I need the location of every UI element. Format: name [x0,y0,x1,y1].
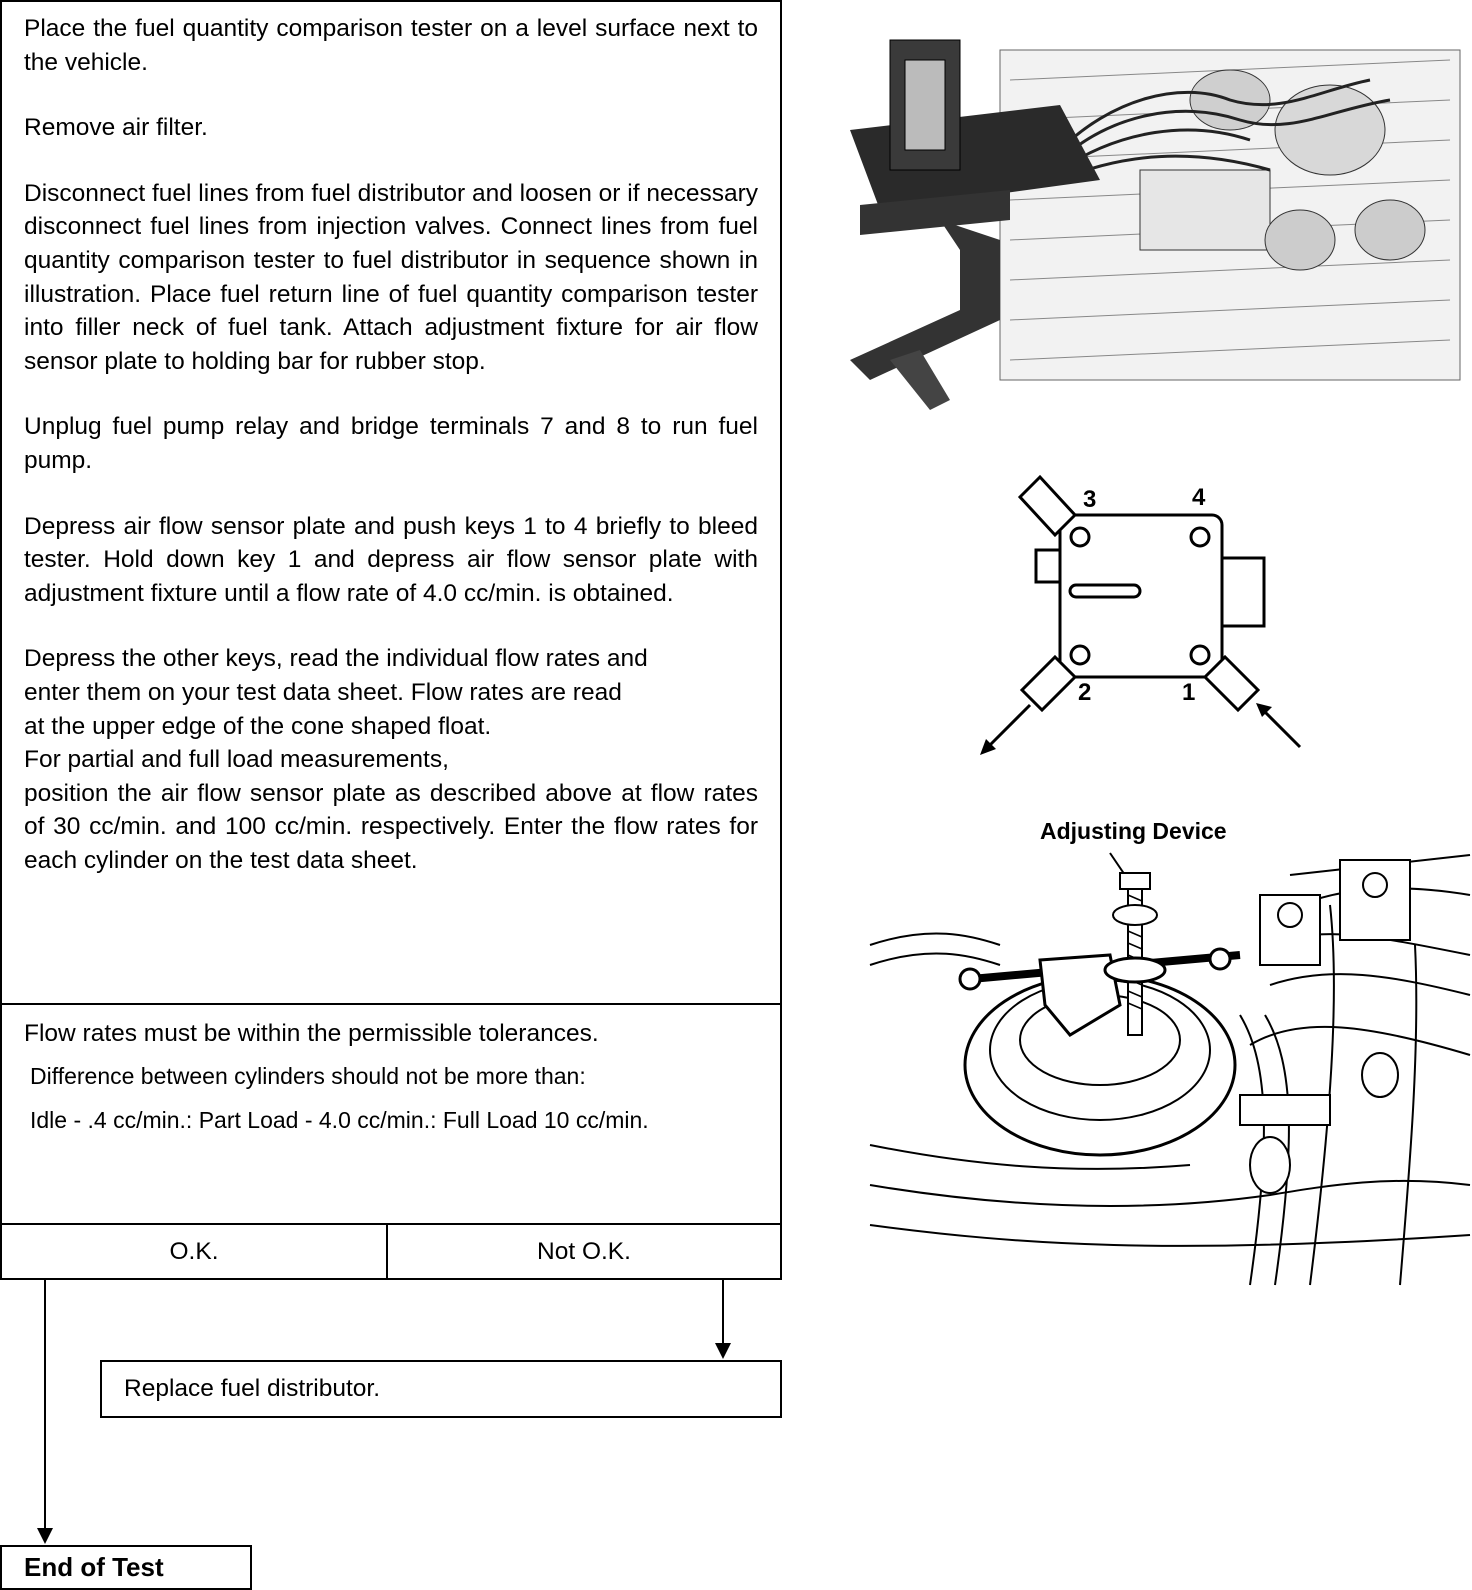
instruction-step-2: Remove air filter. [24,114,208,142]
instructions-box [0,0,782,1005]
replace-fuel-distributor-label: Replace fuel distributor. [124,1375,381,1402]
instruction-step-6c: at the upper edge of the cone shaped float. [24,712,492,740]
instruction-step-5: Depress air flow sensor plate and push keys 1 to 4 briefly to bleed tester. Hold down key 1 and depress air flow sensor plate with adjustment fixture until a flow rate of 4.0 cc/min. is obtained. [24,512,758,607]
not-ok-branch[interactable]: Not O.K. [386,1223,782,1280]
instruction-step-6d: For partial and full load measurements, [24,746,449,774]
port-label-4: 4 [1192,484,1206,511]
instruction-step-6b: enter them on your test data sheet. Flow rates are read [24,678,622,706]
replace-fuel-distributor-box [100,1360,782,1418]
ok-branch[interactable]: O.K. [0,1223,388,1280]
port-label-2: 2 [1078,679,1092,706]
tolerance-line-2: Difference between cylinders should not be more than: [30,1063,586,1089]
adjusting-device-label: Adjusting Device [1040,818,1227,844]
port-label-3: 3 [1083,486,1097,513]
instruction-step-4: Unplug fuel pump relay and bridge terminals 7 and 8 to run fuel pump. [24,413,758,474]
not-ok-arrowhead-icon [715,1343,731,1359]
port-label-1: 1 [1182,679,1196,706]
tester-setup-illustration [850,20,1460,430]
tolerance-line-3: Idle - .4 cc/min.: Part Load - 4.0 cc/min.: Full Load 10 cc/min. [30,1107,649,1133]
end-of-test-box [0,1545,252,1590]
instruction-step-6e: position the air flow sensor plate as described above at flow rates of 30 cc/min. and 100 cc/min. respectively. Enter the flow rates for each cylinder on the test data sheet. [24,779,758,874]
distributor-port-diagram [1000,485,1340,775]
end-of-test-label: End of Test [24,1552,164,1582]
ok-arrowhead-icon [37,1528,53,1544]
instruction-step-1: Place the fuel quantity comparison tester on a level surface next to the vehicle. [24,15,758,76]
adjusting-device-illustration [870,818,1470,1285]
tolerance-box [0,1003,782,1225]
instruction-step-6a: Depress the other keys, read the individual flow rates and [24,645,648,673]
tolerance-line-1: Flow rates must be within the permissible tolerances. [24,1020,599,1047]
instruction-step-3: Disconnect fuel lines from fuel distributor and loosen or if necessary disconnect fuel lines from injection valves. Connect lines from fuel quantity comparison tester to fuel distributor in sequence shown in illustration. Place fuel return line of fuel quantity comparison tester into filler neck of fuel tank. Attach adjustment fixture for air flow sensor plate to holding bar for rubber stop. [24,179,758,375]
